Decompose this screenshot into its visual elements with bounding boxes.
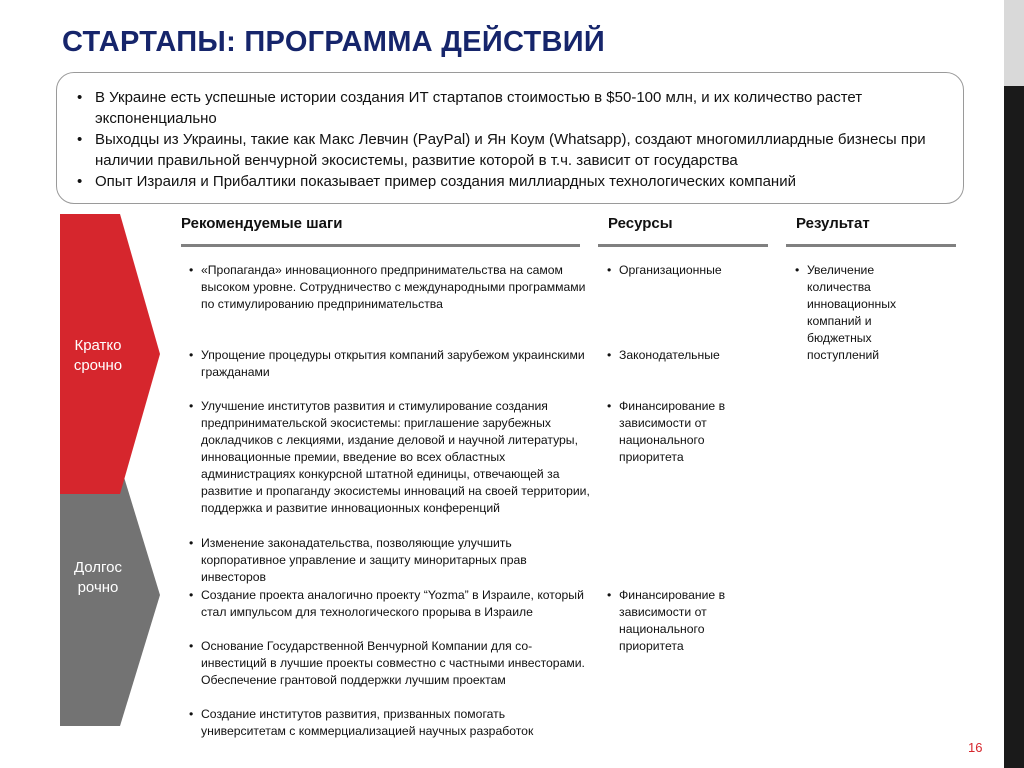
summary-list bbox=[75, 87, 943, 192]
summary-item: • Выходцы из Украины, такие как Макс Левчин (PayPal) и Ян Коум (Whatsapp), создают многомиллиардные бизнесы при наличии правильной венчурной экосистемы, развитие которой в т.ч. зависит от государства bbox=[75, 129, 943, 171]
step-item: • Создание институтов развития, призванных помогать университетам с коммерциализацией научных разработок bbox=[189, 706, 593, 740]
right-edge-bar-dark bbox=[1004, 86, 1024, 768]
short-term-label: Кратко срочно bbox=[73, 337, 123, 374]
resource-item: • Законодательные bbox=[607, 347, 769, 364]
resources-column-header: Ресурсы bbox=[608, 215, 673, 232]
long-term-label: Долгос рочно bbox=[73, 559, 123, 596]
step-item: • Создание проекта аналогично проекту “Yozma” в Израиле, который стал импульсом для технологического прорыва в Израиле bbox=[189, 587, 593, 621]
summary-box bbox=[56, 72, 964, 204]
step-item: • «Пропаганда» инновационного предпринимательства на самом высоком уровне. Сотрудничество с международными программами по стимулированию предпринимательства bbox=[189, 262, 593, 313]
resource-item: • Финансирование в зависимости от национального приоритета bbox=[607, 398, 769, 466]
steps-header-rule bbox=[181, 244, 580, 247]
resource-item: • Организационные bbox=[607, 262, 769, 279]
summary-item: • В Украине есть успешные истории создания ИТ стартапов стоимостью в $50-100 млн, и их количество растет экспоненциально bbox=[75, 87, 943, 129]
resource-item: • Финансирование в зависимости от национального приоритета bbox=[607, 587, 769, 655]
steps-column-header: Рекомендуемые шаги bbox=[181, 215, 343, 232]
result-header-rule bbox=[786, 244, 956, 247]
summary-item: • Опыт Израиля и Прибалтики показывает пример создания миллиардных технологических компаний bbox=[75, 171, 943, 192]
page-number: 16 bbox=[968, 740, 983, 755]
resources-header-rule bbox=[598, 244, 768, 247]
step-item: • Упрощение процедуры открытия компаний зарубежом украинскими гражданами bbox=[189, 347, 593, 381]
slide-title: СТАРТАПЫ: ПРОГРАММА ДЕЙСТВИЙ bbox=[62, 26, 606, 58]
step-item: • Улучшение институтов развития и стимулирование создания предпринимательской экосистемы: приглашение зарубежных докладчиков с лекциями, издание деловой и научной литературы, инновационные премии, введение во всех областных администрациях конкурсной штатной единицы, отвечающей за развитие и пропаганду экосистемы инноваций на своей территории, поддержка и развитие инновационных конференций bbox=[189, 398, 593, 517]
step-item: • Изменение законадательства, позволяющие улучшить корпоративное управление и защиту миноритарных прав инвесторов bbox=[189, 535, 593, 586]
step-item: • Основание Государственной Венчурной Компании для со-инвестиций в лучшие проекты совместно с частными инвесторами. Обеспечение грантовой поддержки лучшим проектам bbox=[189, 638, 593, 689]
right-edge-bar-grey bbox=[1004, 0, 1024, 86]
result-column-header: Результат bbox=[796, 215, 870, 232]
result-item: • Увеличение количества инновационных компаний и бюджетных поступлений bbox=[795, 262, 937, 364]
